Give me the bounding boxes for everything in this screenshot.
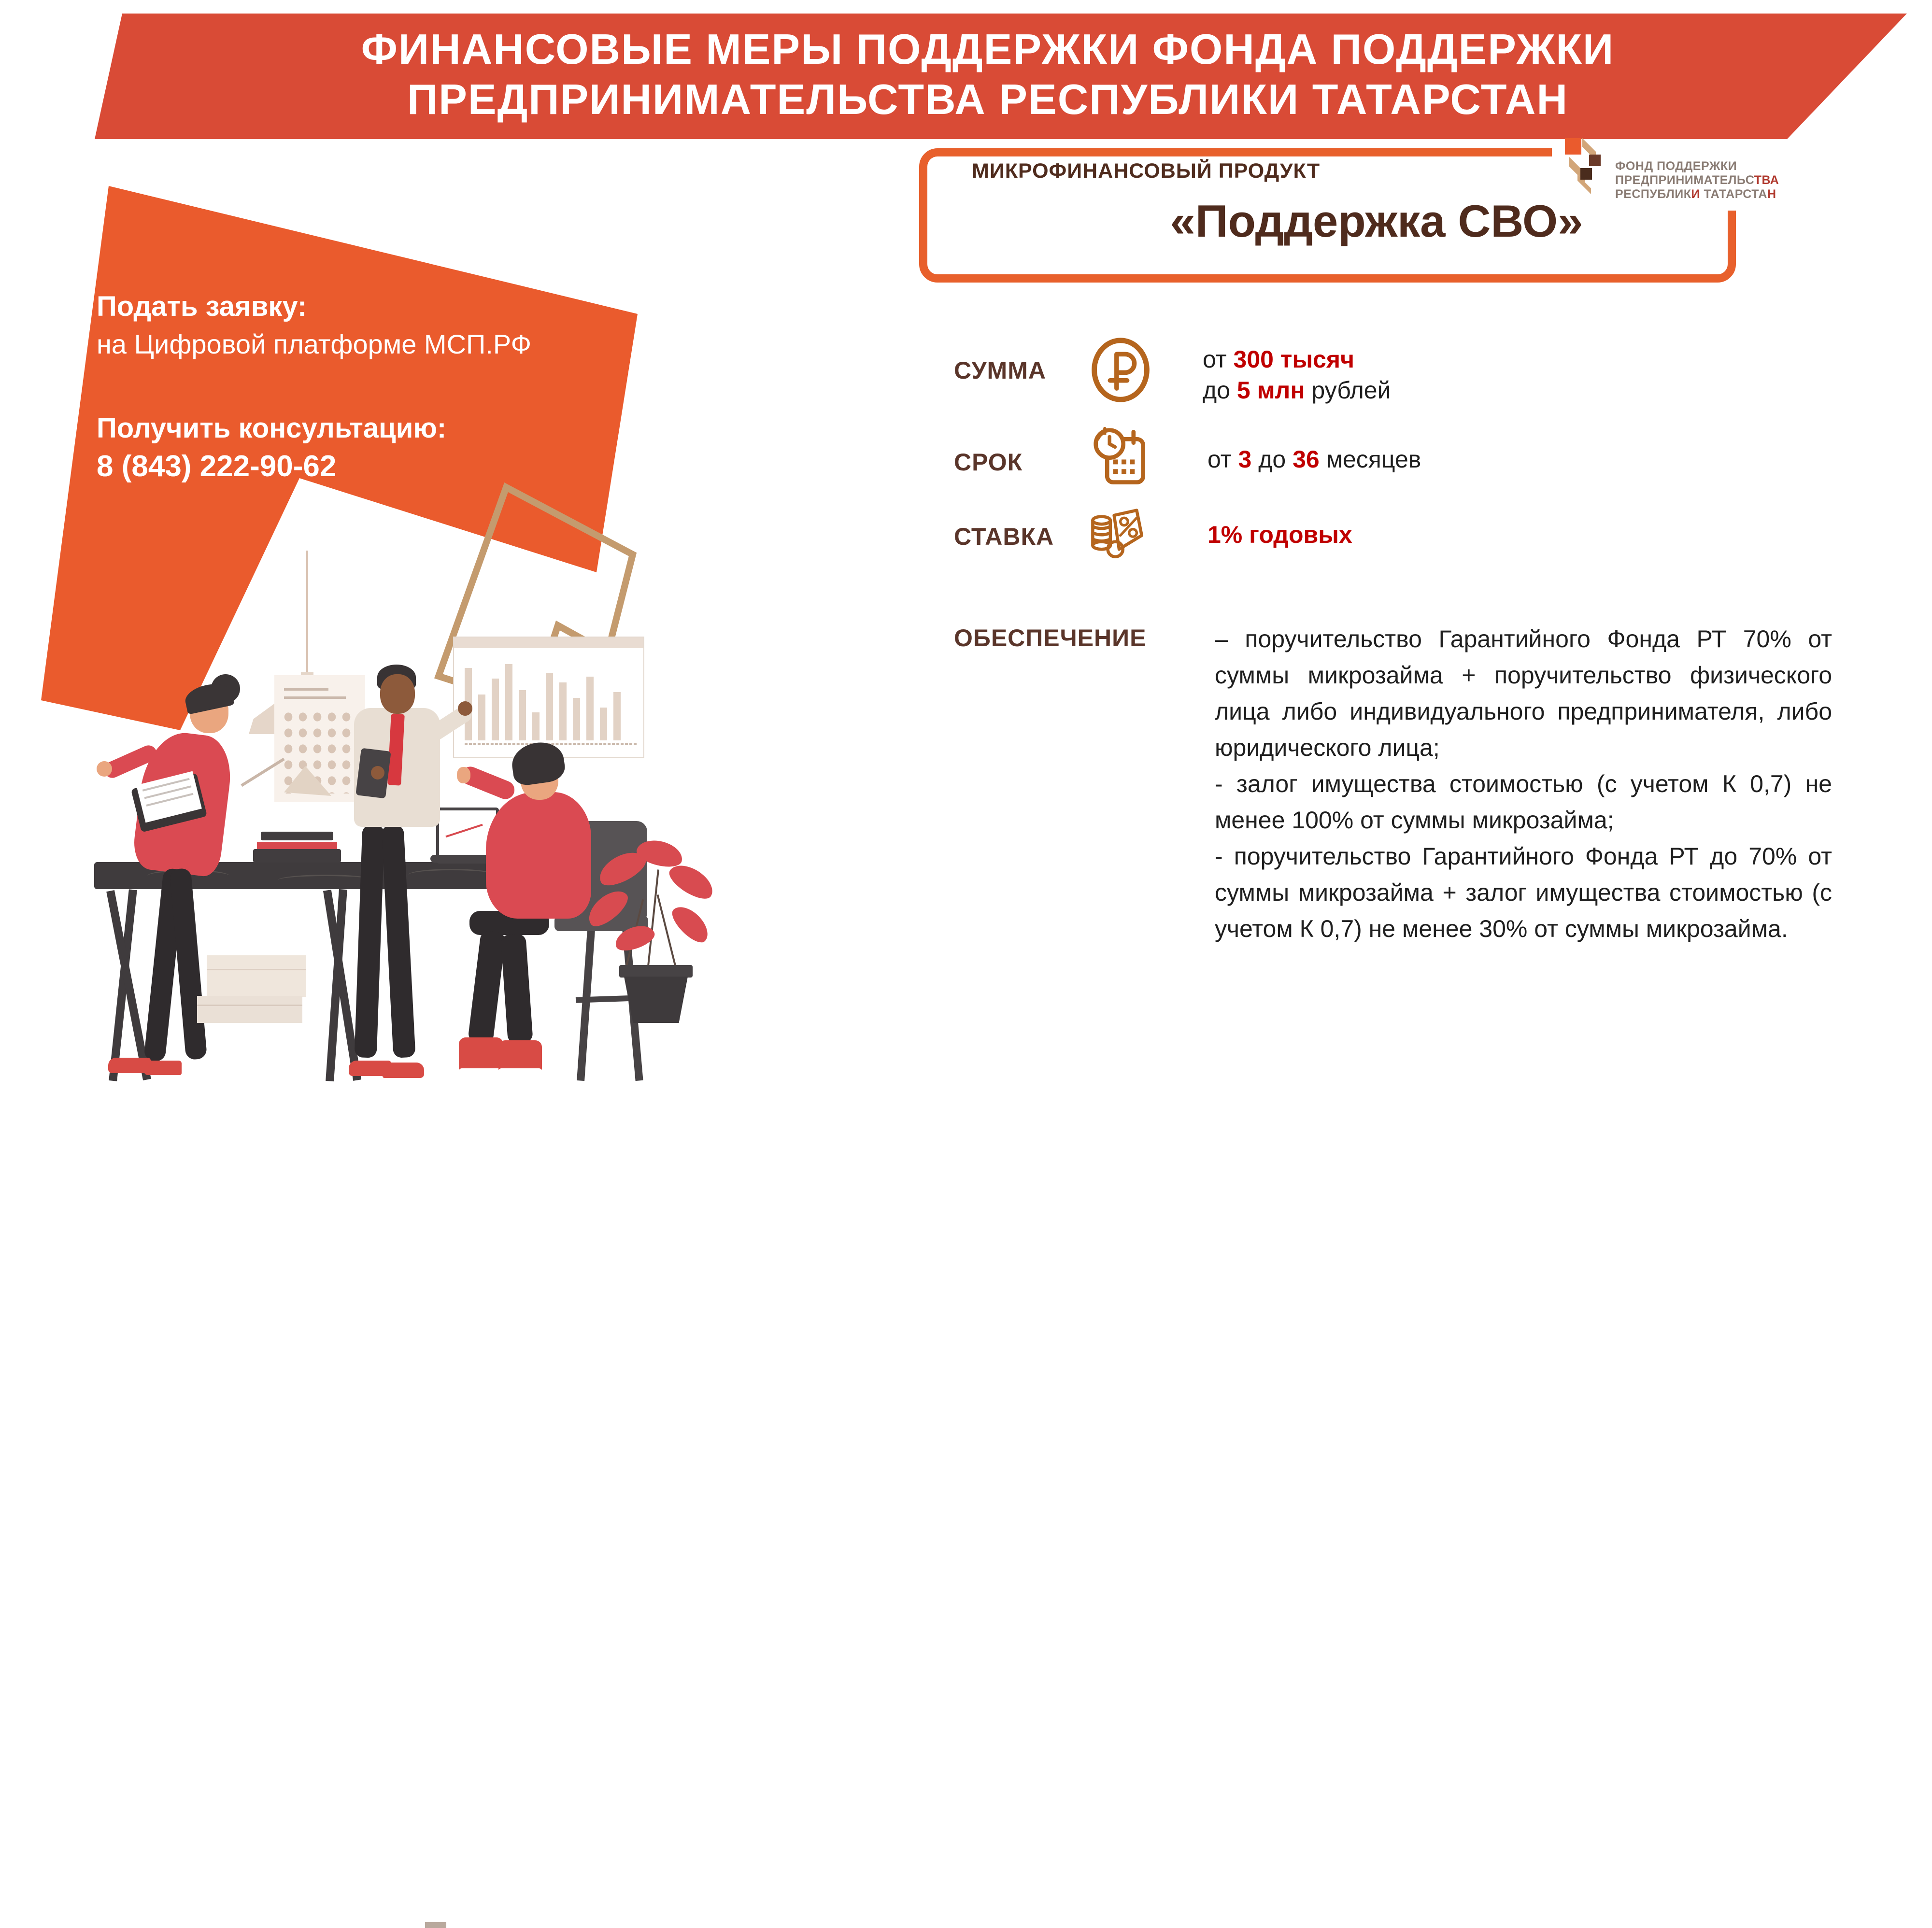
seated-man-sneaker: [459, 1037, 503, 1075]
chair-leg: [577, 930, 595, 1081]
sum-label: СУММА: [954, 357, 1046, 384]
apply-platform: на Цифровой платформе МСП.РФ: [97, 329, 532, 359]
bar-chart-decor: [465, 658, 637, 745]
woman-shoe: [144, 1061, 182, 1075]
security-label: ОБЕСПЕЧЕНИЕ: [954, 624, 1147, 652]
seated-man-leg: [468, 930, 506, 1045]
pendant-lamp-cord: [306, 551, 308, 682]
plant-stem: [656, 894, 678, 975]
fund-logo-line3: РЕСПУБЛИКИ ТАТАРСТАН: [1615, 187, 1776, 201]
cardboard-box: [207, 955, 306, 997]
term-label: СРОК: [954, 449, 1023, 476]
plant-stem: [647, 869, 659, 970]
rate-value: 1% годовых: [1208, 521, 1352, 548]
sum-value: от 300 тысяч до 5 млн рублей: [1203, 346, 1391, 404]
seated-man-leg: [500, 933, 533, 1044]
man-leg: [355, 824, 385, 1058]
book: [261, 832, 333, 840]
seated-man-body: [486, 792, 591, 919]
seated-man-hand: [457, 767, 470, 783]
security-item: – поручительство Гарантийного Фонда РТ 70% от суммы микрозайма + поручительство физического лица либо индивидуального предпринимателя, либо юридического лица;: [1215, 625, 1832, 761]
book: [253, 849, 341, 863]
page-title: ФИНАНСОВЫЕ МЕРЫ ПОДДЕРЖКИ ФОНДА ПОДДЕРЖКИ ПРЕДПРИНИМАТЕЛЬСТВА РЕСПУБЛИКИ ТАТАРСТАН: [361, 25, 1615, 123]
fund-logo-line1: ФОНД ПОДДЕРЖКИ: [1615, 159, 1737, 173]
plant-leaf: [667, 900, 714, 948]
term-value: от 3 до 36 месяцев: [1208, 446, 1421, 473]
phone-number: 8 (843) 222-90-62: [97, 450, 337, 483]
man-leg: [381, 824, 415, 1058]
security-item: - залог имущества стоимостью (с учетом К 0,7) не менее 100% от суммы микрозайма;: [1215, 770, 1832, 834]
product-kicker: МИКРОФИНАНСОВЫЙ ПРОДУКТ: [972, 159, 1321, 183]
woman-leg: [170, 868, 207, 1060]
consult-title: Получить консультацию:: [97, 412, 447, 444]
seated-man-sneaker: [498, 1040, 542, 1075]
man-hand: [458, 701, 472, 716]
man-head: [380, 674, 415, 714]
cardboard-box: [197, 996, 302, 1023]
plant-pot: [624, 977, 688, 1023]
plant-pot-rim: [619, 965, 693, 978]
fund-logo-line2: ПРЕДПРИНИМАТЕЛЬСТВА: [1615, 173, 1779, 187]
apply-title: Подать заявку:: [97, 291, 307, 322]
product-title: «Поддержка СВО»: [1170, 196, 1583, 246]
presentation-board: [453, 637, 644, 758]
security-item: - поручительство Гарантийного Фонда РТ до 70% от суммы микрозайма + залог имущества стоимостью (с учетом К 0,7) не менее 30% от суммы микрозайма.: [1215, 843, 1832, 942]
man-shoe: [383, 1063, 424, 1078]
woman-hand: [97, 761, 112, 777]
rate-label: СТАВКА: [954, 523, 1054, 550]
man-hand2: [371, 766, 384, 780]
